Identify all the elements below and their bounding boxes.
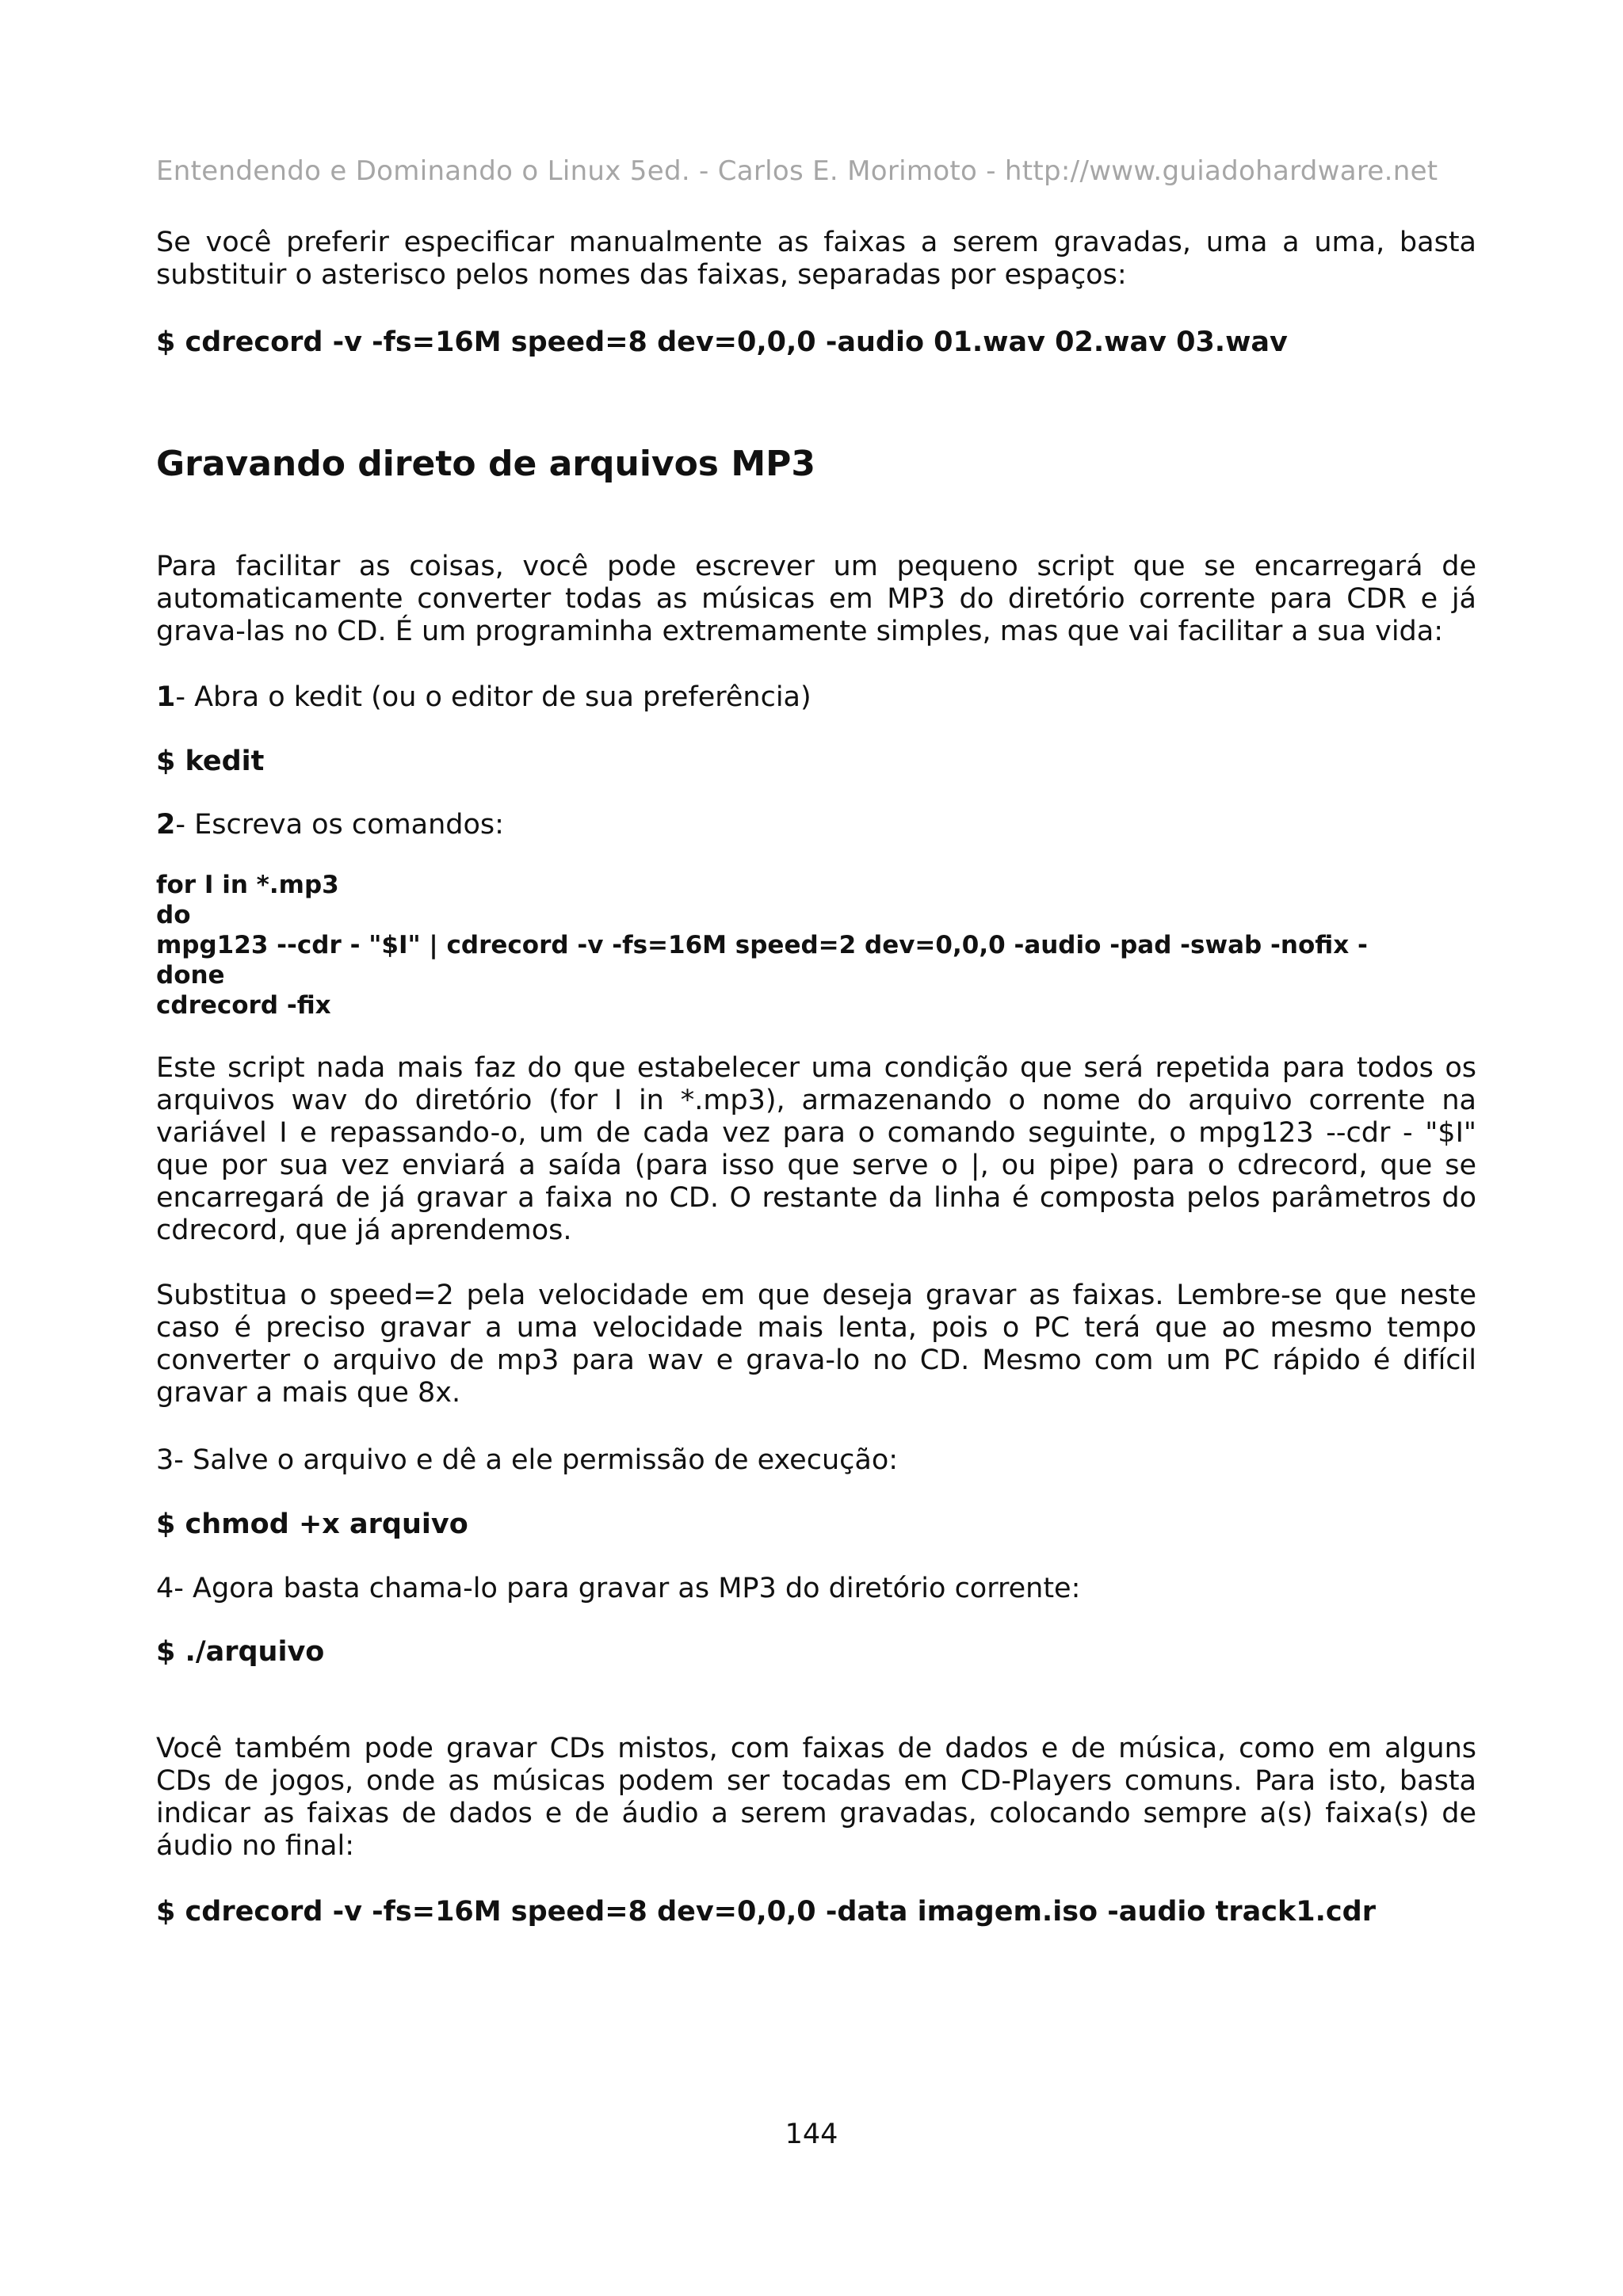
running-header: Entendendo e Dominando o Linux 5ed. - Carlos E. Morimoto - http://www.guiadohardware.net	[156, 155, 1438, 187]
command-tracks: $ cdrecord -v -fs=16M speed=8 dev=0,0,0 -audio 01.wav 02.wav 03.wav	[156, 326, 1288, 358]
mixed-cd-paragraph: Você também pode gravar CDs mistos, com faixas de dados e de música, como em alguns CDs de jogos, onde as músicas podem ser tocadas em CD-Players comuns. Para isto, basta indicar as faixas de dados e de áudio a serem gravadas, colocando sempre a(s) faixa(s) de áudio no final:	[156, 1733, 1476, 1862]
section-intro-paragraph: Para facilitar as coisas, você pode escrever um pequeno script que se encarregará de automaticamente converter todas as músicas em MP3 do diretório corrente para CDR e já grava-las no CD. É um programinha extremamente simples, mas que vai facilitar a sua vida:	[156, 551, 1476, 647]
step-1-number: 1	[156, 681, 176, 713]
speed-note-paragraph: Substitua o speed=2 pela velocidade em que deseja gravar as faixas. Lembre-se que neste caso é preciso gravar a uma velocidade mais lenta, pois o PC terá que ao mesmo tempo converter o arquivo de mp3 para wav e grava-lo no CD. Mesmo com um PC rápido é difícil gravar a mais que 8x.	[156, 1280, 1476, 1409]
step-2-text: - Escreva os comandos:	[175, 809, 504, 841]
step-4: 4- Agora basta chama-lo para gravar as MP3 do diretório corrente:	[156, 1573, 1081, 1604]
script-line: done	[156, 961, 225, 990]
script-code-block	[156, 870, 1503, 1020]
command-chmod: $ chmod +x arquivo	[156, 1508, 468, 1540]
command-mixed: $ cdrecord -v -fs=16M speed=8 dev=0,0,0 -data imagem.iso -audio track1.cdr	[156, 1896, 1376, 1928]
explanation-paragraph: Este script nada mais faz do que estabelecer uma condição que será repetida para todos os arquivos wav do diretório (for I in *.mp3), armazenando o nome do arquivo corrente na variável I e repassando-o, um de cada vez para o comando seguinte, o mpg123 --cdr - "$I" que por sua vez enviará a saída (para isso que serve o |, ou pipe) para o cdrecord, que se encarregará de já gravar a faixa no CD. O restante da linha é composta pelos parâmetros do cdrecord, que já aprendemos.	[156, 1052, 1476, 1246]
script-line: mpg123 --cdr - "$I" | cdrecord -v -fs=16M speed=2 dev=0,0,0 -audio -pad -swab -nofix -	[156, 931, 1368, 959]
step-1-text: - Abra o kedit (ou o editor de sua preferência)	[175, 681, 812, 713]
section-title: Gravando direto de arquivos MP3	[156, 444, 815, 484]
script-line: do	[156, 901, 191, 929]
intro-paragraph: Se você preferir especificar manualmente as faixas a serem gravadas, uma a uma, basta substituir o asterisco pelos nomes das faixas, separadas por espaços:	[156, 227, 1476, 291]
page-number: 144	[785, 2119, 838, 2150]
step-3: 3- Salve o arquivo e dê a ele permissão de execução:	[156, 1444, 899, 1476]
step-2-number: 2	[156, 809, 176, 841]
command-kedit: $ kedit	[156, 746, 265, 777]
script-line: cdrecord -fix	[156, 991, 331, 1020]
step-2	[156, 809, 1476, 841]
script-line: for I in *.mp3	[156, 871, 339, 899]
step-1	[156, 681, 1476, 714]
command-run: $ ./arquivo	[156, 1636, 325, 1668]
